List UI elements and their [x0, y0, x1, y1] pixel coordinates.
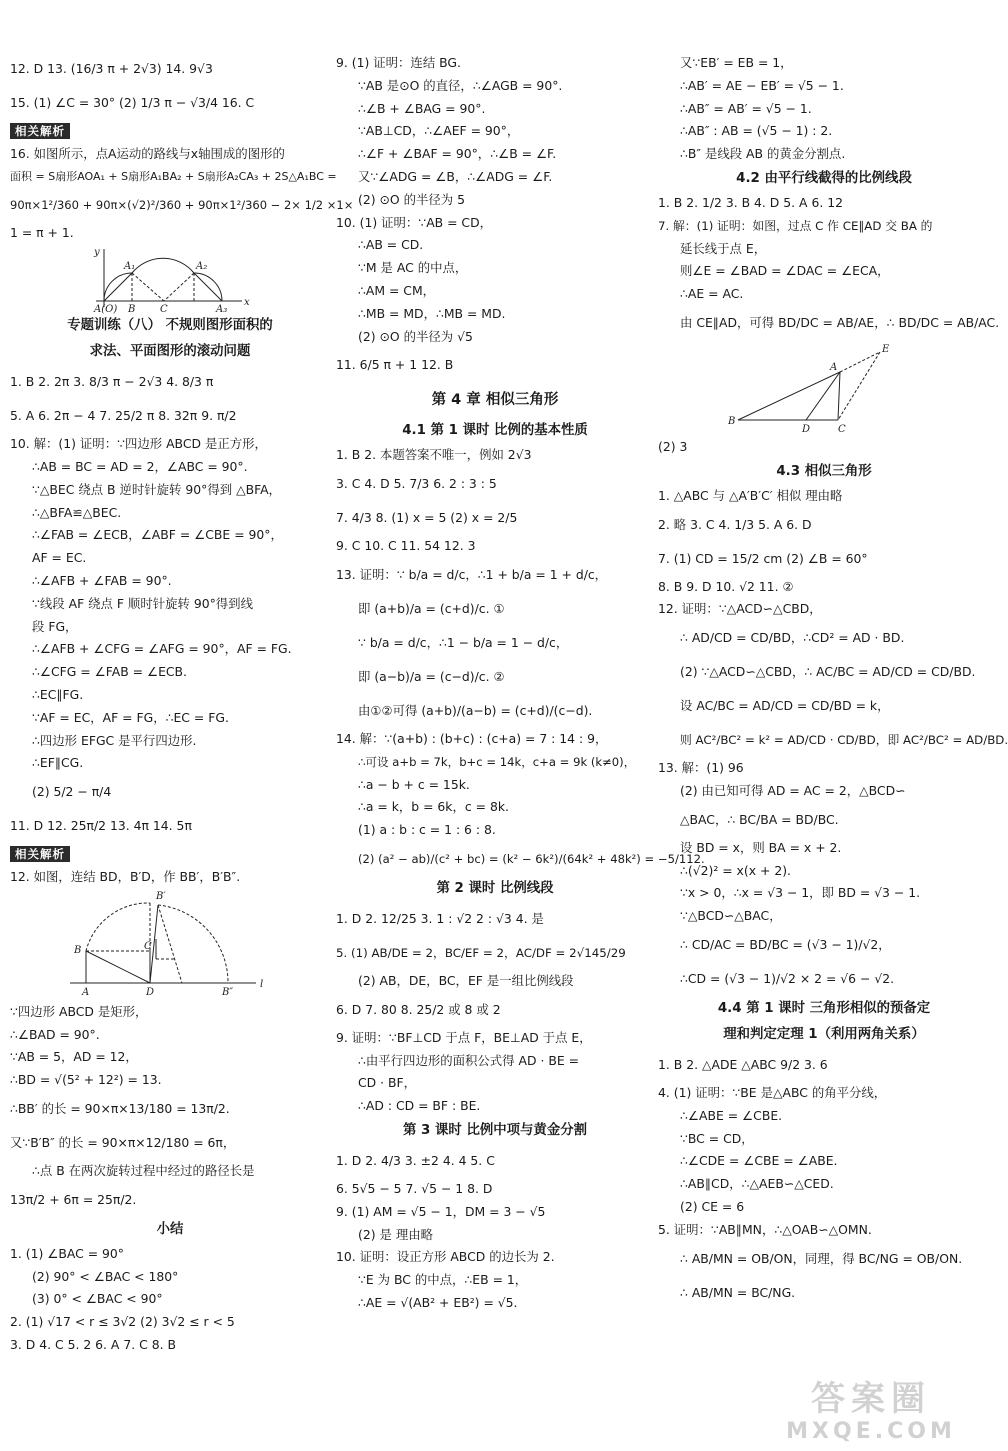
- section-heading: 4.1 第 1 课时 比例的基本性质: [402, 423, 588, 439]
- label-b: B: [728, 415, 736, 427]
- answer-line: ∴(√2)² = x(x + 2).: [680, 862, 791, 878]
- label-b-double-prime: B″: [222, 986, 234, 998]
- answer-line: 延长线于点 E，: [680, 240, 767, 256]
- section-heading: 4.4 第 1 课时 三角形相似的预备定: [717, 1000, 931, 1016]
- answer-line: 1. △ABC 与 △A′B′C′ 相似 理由略: [658, 487, 843, 503]
- answer-line: ∴四边形 EFGC 是平行四边形.: [32, 732, 197, 748]
- label-line-l: l: [260, 978, 264, 990]
- triangle-parallel-figure: [658, 340, 990, 436]
- answer-line: (2) ⊙O 的半径为 5: [358, 191, 465, 207]
- section-heading: 专题训练（八） 不规则图形面积的: [67, 318, 273, 334]
- answer-line: ∴可设 a+b = 7k，b+c = 14k，c+a = 9k (k≠0)，: [358, 754, 636, 769]
- answer-line: 12. 如图，连结 BD，B′D，作 BB′，B′B″.: [10, 868, 241, 884]
- answer-line: 6. 5√5 − 5 7. √5 − 1 8. D: [336, 1180, 493, 1196]
- label-a3: A₃: [216, 304, 228, 316]
- label-a2: A₂: [196, 261, 208, 273]
- answer-line: ∴MB = MD，∴MB = MD.: [358, 305, 506, 321]
- answer-line: 9. (1) AM = √5 − 1，DM = 3 − √5: [336, 1203, 546, 1219]
- answer-line: 15. (1) ∠C = 30° (2) 1/3 π − √3/4 16. C: [10, 95, 255, 110]
- chapter-title: 第 4 章 相似三角形: [431, 392, 559, 409]
- answer-line: ∴∠B + ∠BAG = 90°.: [358, 100, 486, 116]
- answer-line: ∴AB = CD.: [358, 237, 424, 253]
- answer-line: ∴BD = √(5² + 12²) = 13.: [10, 1072, 162, 1088]
- answer-line: 8. B 9. D 10. √2 11. ②: [658, 578, 794, 594]
- label-a1: A₁: [124, 261, 136, 273]
- answer-line: 1. B 2. 2π 3. 8/3 π − 2√3 4. 8/3 π: [10, 374, 214, 390]
- answer-line: ∴AM = CM，: [358, 282, 436, 298]
- answer-line: 90π×1²/360 + 90π×(√2)²/360 + 90π×1²/360 − 2× 1/2 ×1×: [10, 198, 354, 213]
- label-c: C: [160, 304, 168, 316]
- answer-line: ∴CD = (√3 − 1)/√2 × 2 = √6 − √2.: [680, 970, 895, 986]
- answer-line: ∴AB∥CD，∴△AEB∽△CED.: [680, 1176, 834, 1192]
- section-heading: 求法、平面图形的滚动问题: [89, 344, 251, 360]
- answer-line: (2) ⊙O 的半径为 √5: [358, 328, 473, 344]
- answer-line: (2) 是 理由略: [358, 1226, 433, 1242]
- answer-line: 2. (1) √17 < r ≤ 3√2 (2) 3√2 ≤ r < 5: [10, 1314, 235, 1330]
- answer-line: ∴BB′ 的长 = 90×π×13/180 = 13π/2.: [10, 1100, 230, 1116]
- answer-line: 14. 解：∵(a+b) : (b+c) : (c+a) = 7 : 14 : 9，: [336, 730, 608, 746]
- answer-line: ∵BC = CD，: [680, 1130, 754, 1146]
- answer-line: ∴ CD/AC = BD/BC = (√3 − 1)/√2，: [680, 936, 891, 952]
- answer-line: (2) ∵△ACD∽△CBD，∴ AC/BC = AD/CD = CD/BD.: [680, 664, 976, 680]
- answer-line: ∵AB⊥CD，∴∠AEF = 90°，: [358, 123, 520, 139]
- answer-line: ∴AB″ : AB = (√5 − 1) : 2.: [680, 123, 833, 139]
- answer-line: 13. 解：(1) 96: [658, 760, 744, 776]
- answer-line: 11. D 12. 25π/2 13. 4π 14. 5π: [10, 818, 192, 834]
- answer-line: 由 CE∥AD，可得 BD/DC = AB/AE，∴ BD/DC = AB/AC.: [680, 314, 1000, 330]
- answer-line: ∴AB′ = AE − EB′ = √5 − 1.: [680, 77, 844, 93]
- answer-line: ∴ AB/MN = OB/ON，同理，得 BC/NG = OB/ON.: [680, 1250, 963, 1266]
- arc-2: [132, 258, 194, 273]
- section-tag: 相关解析: [10, 123, 70, 139]
- answer-line: ∴B″ 是线段 AB 的黄金分割点.: [680, 146, 846, 162]
- watermark-url: MXQE.COM: [786, 1419, 956, 1444]
- answer-line: ∴ AD/CD = CD/BD，∴CD² = AD · BD.: [680, 630, 905, 646]
- answer-line: 4. (1) 证明：∵BE 是△ABC 的角平分线，: [658, 1084, 887, 1100]
- column-left: [10, 52, 354, 1357]
- label-x: x: [244, 297, 250, 309]
- answer-line: ∵ b/a = d/c，∴1 − b/a = 1 − d/c，: [358, 634, 569, 650]
- answer-line: (2) AB，DE，BC，EF 是一组比例线段: [358, 972, 574, 988]
- answer-line: 1. B 2. 本题答案不唯一，例如 2√3: [336, 447, 532, 463]
- answer-line: ∵AB 是⊙O 的直径，∴∠AGB = 90°.: [358, 77, 563, 93]
- answer-line: (2) (a² − ab)/(c² + bc) = (k² − 6k²)/(64k² + 48k²) = −5/112.: [358, 851, 705, 866]
- answer-line: ∴AE = √(AB² + EB²) = √5.: [358, 1294, 518, 1310]
- answer-line: (2) 由已知可得 AD = AC = 2，△BCD∽: [680, 782, 906, 798]
- answer-line: ∴EF∥CG.: [32, 755, 84, 771]
- answer-line: 9. 证明：∵BF⊥CD 于点 F，BE⊥AD 于点 E，: [336, 1029, 592, 1045]
- section-heading: 第 2 课时 比例线段: [436, 880, 554, 896]
- label-b-prime: B′: [156, 890, 166, 902]
- answer-line: 1. B 2. 1/2 3. B 4. D 5. A 6. 12: [658, 194, 843, 210]
- answer-line: 12. D 13. (16/3 π + 2√3) 14. 9√3: [10, 61, 213, 76]
- answer-line: ∵E 为 BC 的中点，∴EB = 1，: [358, 1272, 528, 1288]
- answer-line: ∴∠AFB + ∠FAB = 90°.: [32, 572, 172, 588]
- answer-line: 1. B 2. △ADE △ABC 9/2 3. 6: [658, 1056, 828, 1072]
- answer-line: 1. D 2. 12/25 3. 1 : √2 2 : √3 4. 是: [336, 910, 544, 926]
- answer-line: 9. (1) 证明：连结 BG.: [336, 55, 461, 70]
- answer-line: ∵△BCD∽△BAC，: [680, 908, 782, 924]
- answer-line: ∴AB = BC = AD = 2，∠ABC = 90°.: [32, 458, 248, 474]
- label-b: B: [74, 944, 82, 956]
- answer-line: (2) 3: [658, 438, 688, 454]
- answer-line: ∴∠AFB + ∠CFG = ∠AFG = 90°，AF = FG.: [32, 641, 292, 657]
- answer-line: ∴AE = AC.: [680, 286, 744, 302]
- answer-line: 1. D 2. 4/3 3. ±2 4. 4 5. C: [336, 1152, 495, 1168]
- label-ao: A(O): [94, 304, 118, 316]
- rectangle-rotation-figure: [10, 889, 330, 1001]
- answer-line: ∴由平行四边形的面积公式得 AD · BE =: [358, 1052, 579, 1068]
- label-y: y: [94, 247, 100, 259]
- label-b: B: [128, 304, 136, 316]
- answer-line: ∵线段 AF 绕点 F 顺时针旋转 90°得到线: [32, 595, 253, 611]
- answer-line: △BAC，∴ BC/BA = BD/BC.: [680, 811, 839, 827]
- rolling-arc-figure: [10, 245, 330, 316]
- label-d: D: [802, 423, 811, 435]
- label-a: A: [830, 361, 838, 373]
- answer-line: ∵AB = 5，AD = 12，: [10, 1049, 138, 1065]
- answer-line: 5. (1) AB/DE = 2，BC/EF = 2，AC/DF = 2√145/29: [336, 945, 626, 960]
- answer-line: 设 AC/BC = AD/CD = CD/BD = k，: [680, 698, 890, 714]
- answer-line: 10. (1) 证明：∵AB = CD，: [336, 214, 493, 230]
- label-c: C: [144, 940, 152, 952]
- answer-line: 1. (1) ∠BAC = 90°: [10, 1245, 124, 1261]
- answer-line: 5. 证明：∵AB∥MN，∴△OAB∽△OMN.: [658, 1221, 872, 1237]
- answer-line: ∵x > 0，∴x = √3 − 1，即 BD = √3 − 1.: [680, 885, 921, 901]
- watermark: [756, 1379, 986, 1445]
- answer-line: ∴a = k，b = 6k，c = 8k.: [358, 799, 509, 815]
- answer-line: 段 FG，: [32, 618, 78, 634]
- label-e: E: [882, 343, 890, 355]
- answer-line: ∴点 B 在两次旋转过程中经过的路径长是: [32, 1162, 255, 1178]
- answer-line: ∴∠CFG = ∠FAB = ∠ECB.: [32, 664, 187, 680]
- label-d: D: [146, 986, 155, 998]
- answer-line: 3. C 4. D 5. 7/3 6. 2 : 3 : 5: [336, 476, 497, 492]
- answer-line: 又∵EB′ = EB = 1，: [680, 55, 793, 70]
- answer-line: AF = EC.: [32, 550, 87, 566]
- answer-line: 则 AC²/BC² = k² = AD/CD · CD/BD，即 AC²/BC² = AD/BD.: [680, 733, 1008, 748]
- answer-line: 7. (1) CD = 15/2 cm (2) ∠B = 60°: [658, 550, 868, 566]
- answer-line: 10. 证明：设正方形 ABCD 的边长为 2.: [336, 1249, 555, 1265]
- section-tag: 相关解析: [10, 846, 70, 862]
- answer-line: 7. 解：(1) 证明：如图，过点 C 作 CE∥AD 交 BA 的: [658, 218, 933, 233]
- column-right: [658, 52, 1008, 1310]
- answer-line: 即 (a−b)/a = (c−d)/c. ②: [358, 668, 505, 684]
- answer-line: 10. 解：(1) 证明：∵四边形 ABCD 是正方形，: [10, 436, 267, 452]
- answer-line: 5. A 6. 2π − 4 7. 25/2 π 8. 32π 9. π/2: [10, 408, 237, 424]
- answer-line: ∴AD : CD = BF : BE.: [358, 1098, 481, 1114]
- answer-line: 13. 证明：∵ b/a = d/c，∴1 + b/a = 1 + d/c，: [336, 566, 608, 582]
- answer-line: 9. C 10. C 11. 54 12. 3: [336, 538, 476, 554]
- answer-line: 设 BD = x，则 BA = x + 2.: [680, 839, 842, 855]
- answer-line: ∵M 是 AC 的中点，: [358, 260, 468, 276]
- answer-line: ∴AB″ = AB′ = √5 − 1.: [680, 100, 812, 116]
- answer-line: 又∵B′B″ 的长 = 90×π×12/180 = 6π，: [10, 1134, 236, 1150]
- answer-line: ∴ AB/MN = BC/NG.: [680, 1284, 796, 1300]
- answer-line: 1 = π + 1.: [10, 225, 74, 241]
- answer-line: ∵AF = EC，AF = FG，∴EC = FG.: [32, 709, 229, 725]
- answer-line: 3. D 4. C 5. 2 6. A 7. C 8. B: [10, 1336, 176, 1352]
- answer-line: ∵四边形 ABCD 是矩形，: [10, 1003, 148, 1019]
- answer-line: (3) 0° < ∠BAC < 90°: [32, 1291, 163, 1307]
- answer-line: 16. 如图所示，点A运动的路线与x轴围成的图形的: [10, 145, 285, 161]
- answer-line: ∵△BEC 绕点 B 逆时针旋转 90°得到 △BFA，: [32, 481, 281, 497]
- answer-line: (2) 5/2 − π/4: [32, 784, 112, 800]
- section-heading: 理和判定定理 1（利用两角关系）: [723, 1026, 925, 1042]
- answer-line: ∴EC∥FG.: [32, 686, 84, 702]
- answer-line: 13π/2 + 6π = 25π/2.: [10, 1191, 137, 1207]
- answer-line: 6. D 7. 80 8. 25/2 或 8 或 2: [336, 1001, 501, 1017]
- answer-line: (1) a : b : c = 1 : 6 : 8.: [358, 822, 496, 838]
- answer-line: 则∠E = ∠BAD = ∠DAC = ∠ECA，: [680, 263, 890, 279]
- answer-line: 又∵∠ADG = ∠B，∴∠ADG = ∠F.: [358, 168, 553, 184]
- answer-line: 2. 略 3. C 4. 1/3 5. A 6. D: [658, 516, 812, 532]
- answer-line: 即 (a+b)/a = (c+d)/c. ①: [358, 600, 505, 616]
- section-heading: 小结: [156, 1221, 184, 1237]
- answer-line: (2) 90° < ∠BAC < 180°: [32, 1268, 179, 1284]
- answer-line: ∴∠BAD = 90°.: [10, 1026, 100, 1042]
- answer-line: ∴△BFA≌△BEC.: [32, 504, 122, 520]
- section-heading: 第 3 课时 比例中项与黄金分割: [403, 1122, 587, 1138]
- watermark-logo: 答案圈: [811, 1379, 931, 1419]
- answer-line: 面积 = S扇形AOA₁ + S扇形A₁BA₂ + S扇形A₂CA₃ + 2S△A₁BC =: [10, 169, 337, 183]
- answer-line: ∴a − b + c = 15k.: [358, 776, 470, 792]
- answer-line: ∴∠ABE = ∠CBE.: [680, 1107, 783, 1123]
- answer-line: (2) CE = 6: [680, 1198, 745, 1214]
- section-heading: 4.2 由平行线截得的比例线段: [736, 170, 912, 186]
- answer-line: 11. 6/5 π + 1 12. B: [336, 357, 454, 373]
- answer-line: 7. 4/3 8. (1) x = 5 (2) x = 2/5: [336, 510, 518, 526]
- answer-line: ∴∠FAB = ∠ECB，∠ABF = ∠CBE = 90°，: [32, 527, 283, 543]
- label-a: A: [82, 986, 90, 998]
- answer-line: ∴∠F + ∠BAF = 90°，∴∠B = ∠F.: [358, 146, 557, 162]
- section-heading: 4.3 相似三角形: [776, 463, 872, 479]
- answer-line: CD · BF，: [358, 1075, 417, 1091]
- answer-line: 12. 证明：∵△ACD∽△CBD，: [658, 601, 822, 617]
- answer-line: 由①②可得 (a+b)/(a−b) = (c+d)/(c−d).: [358, 702, 593, 718]
- answer-line: ∴∠CDE = ∠CBE = ∠ABE.: [680, 1153, 838, 1169]
- label-c: C: [838, 423, 846, 435]
